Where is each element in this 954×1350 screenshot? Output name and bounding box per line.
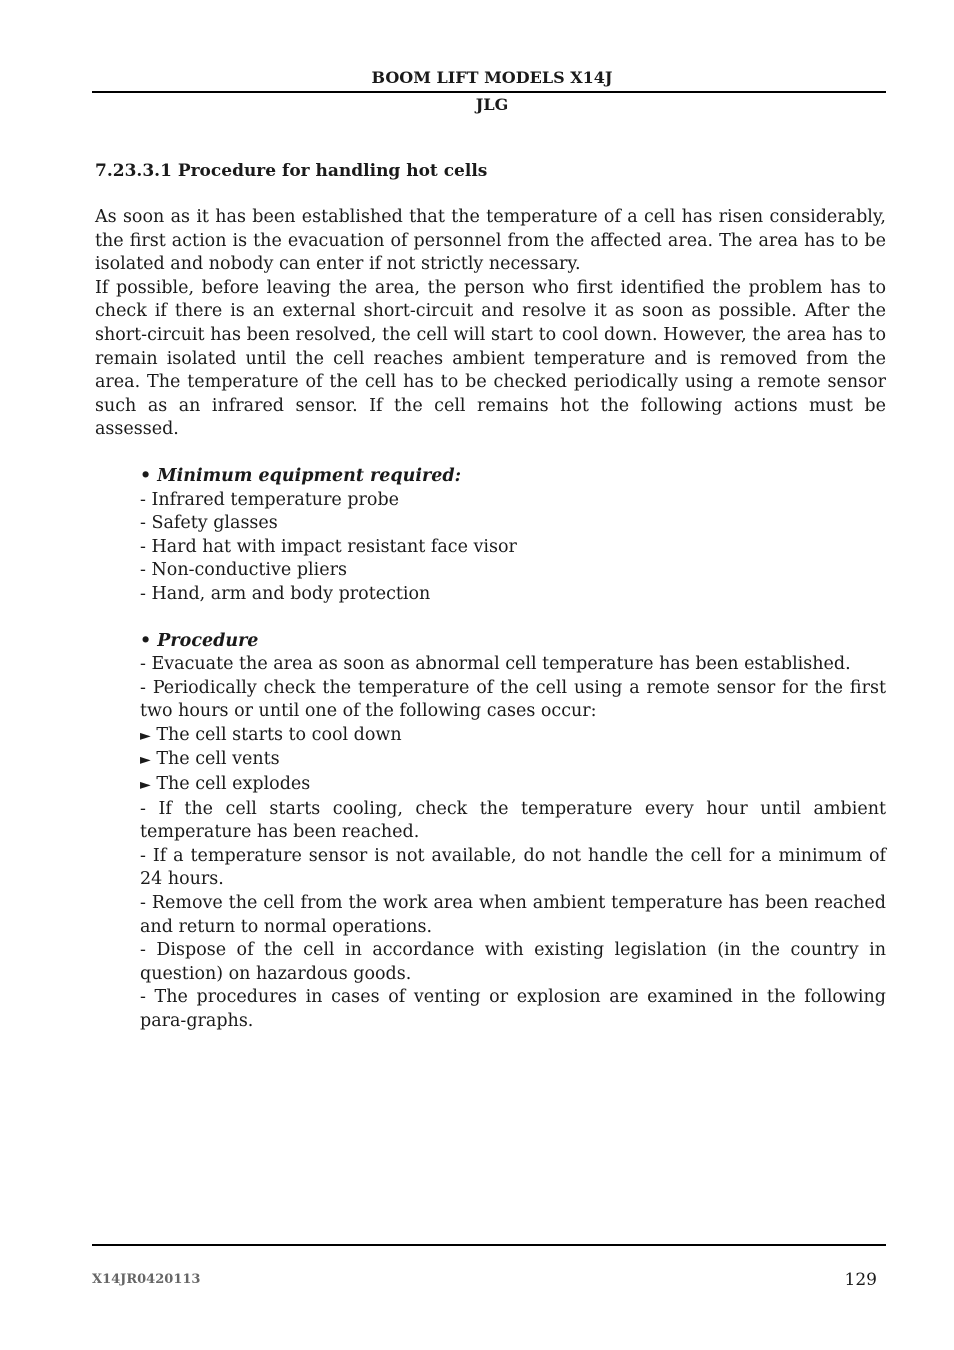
equipment-item: - Infrared temperature probe <box>140 489 400 510</box>
section-heading: 7.23.3.1 Procedure for handling hot cells <box>95 161 488 181</box>
spacer <box>95 607 886 630</box>
arrow-icon: ► <box>140 727 151 744</box>
procedure-step: - Periodically check the temperature of the cell using a remote sensor for the first two hours or until one of the following cases occur: <box>140 677 886 722</box>
procedure-step: - Evacuate the area as soon as abnormal cell temperature has been established. <box>140 654 851 675</box>
equipment-item: - Non-conductive pliers <box>140 560 347 581</box>
page-content <box>95 159 886 1034</box>
procedure-step: - If a temperature sensor is not available, do not handle the cell for a minimum of 24 hours. <box>140 845 886 890</box>
procedure-case-text: The cell explodes <box>156 774 311 795</box>
spacer <box>95 442 886 465</box>
document-code: X14JR0420113 <box>92 1272 201 1287</box>
page-number: 129 <box>844 1270 877 1290</box>
procedure-list-title: • Procedure <box>140 630 259 651</box>
page-header-subtitle: JLG <box>475 95 509 114</box>
procedure-case-text: The cell starts to cool down <box>156 724 402 745</box>
intro-paragraph-1: As soon as it has been established that the temperature of a cell has risen considerably, the first action is the evacuation of personnel from the affected area. The area has to be isolated and nobody can enter if not strictly necessary. <box>95 207 886 275</box>
procedure-case <box>140 773 886 798</box>
equipment-list <box>140 465 886 607</box>
procedure-case-text: The cell vents <box>156 749 280 770</box>
equipment-item: - Safety glasses <box>140 513 278 534</box>
page-header-title: BOOM LIFT MODELS X14J <box>371 68 613 87</box>
arrow-icon: ► <box>140 777 151 794</box>
procedure-case <box>140 748 886 773</box>
equipment-list-title: • Minimum equipment required: <box>140 465 462 486</box>
procedure-step: - The procedures in cases of venting or explosion are examined in the following para-graphs. <box>140 987 886 1031</box>
footer-rule <box>92 1244 886 1246</box>
procedure-step: - If the cell starts cooling, check the temperature every hour until ambient temperature has been reached. <box>140 798 886 843</box>
equipment-item: - Hand, arm and body protection <box>140 583 431 604</box>
header-rule <box>92 91 886 93</box>
procedure-list <box>140 630 886 1034</box>
intro-paragraph-2: If possible, before leaving the area, the person who first identified the problem has to check if there is an external short-circuit and resolve it as soon as possible. After the short-circuit has been resolved, the cell will start to cool down. However, the area has to remain isolated until the cell reaches ambient temperature and is removed from the area. The temperature of the cell has to be checked periodically using a remote sensor such as an infrared sensor. If the cell remains hot the following actions must be assessed. <box>95 277 886 440</box>
procedure-case <box>140 724 886 749</box>
procedure-step: - Dispose of the cell in accordance with existing legislation (in the country in question) on hazardous goods. <box>140 940 886 984</box>
arrow-icon: ► <box>140 752 151 769</box>
procedure-step: - Remove the cell from the work area when ambient temperature has been reached and return to normal operations. <box>140 893 886 937</box>
equipment-item: - Hard hat with impact resistant face visor <box>140 536 517 557</box>
